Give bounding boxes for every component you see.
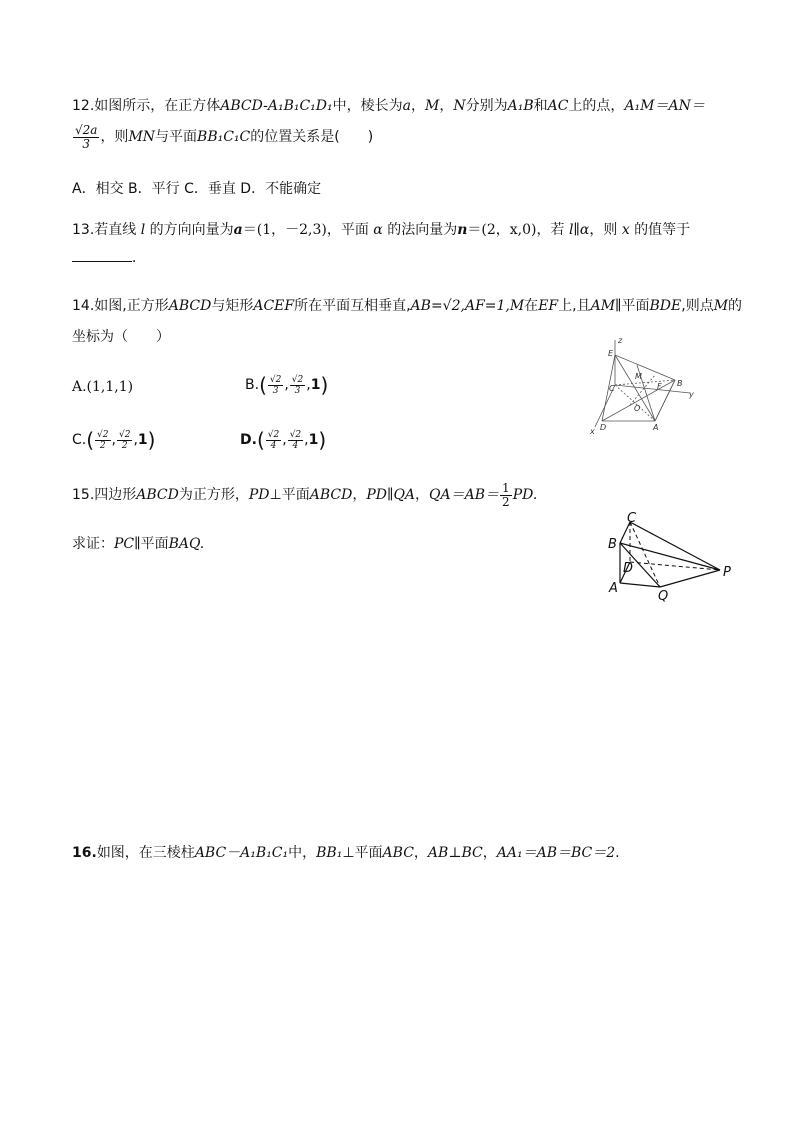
svg-text:A: A	[653, 423, 659, 432]
q16-line1: 16.如图，在三棱柱ABC－A₁B₁C₁中，BB₁⊥平面ABC，AB⊥BC，AA₁＝AB＝BC＝2.	[72, 845, 620, 861]
q14-option-c[interactable]: C.( $\frac{√2}{2}$ , $\frac{√2}{2}$ ,1)	[72, 428, 156, 452]
q15-figure	[605, 510, 740, 605]
q15-line1: 15.四边形ABCD为正方形，PD⊥平面ABCD，PD∥QA，QA＝AB＝ $\frac{1}{2}$ PD.	[72, 480, 538, 509]
q14-option-b[interactable]: B.( $\frac{√2}{3}$ , $\frac{√2}{3}$ ,1)	[245, 373, 329, 397]
q14-option-a[interactable]: A.(1,1,1)	[72, 379, 134, 395]
svg-text:F: F	[657, 382, 662, 391]
svg-text:O: O	[634, 404, 641, 413]
q12-options: A．相交 B．平行 C．垂直 D．不能确定	[72, 181, 322, 197]
q12-line2: $\frac{√2a}{3}$ ，则MN与平面BB₁C₁C的位置关系是( )	[75, 122, 374, 151]
svg-text:D: D	[600, 423, 607, 432]
q14-option-d[interactable]: D.( $\frac{√2}{4}$ , $\frac{√2}{4}$ ,1)	[240, 428, 327, 452]
svg-text:B: B	[608, 537, 617, 552]
svg-text:C: C	[609, 384, 615, 393]
svg-text:x: x	[590, 427, 595, 436]
q12-fraction: $\frac{√2a}{3}$	[75, 122, 98, 151]
svg-text:A: A	[609, 581, 618, 596]
q12-line1: 12.如图所示，在正方体ABCD-A₁B₁C₁D₁中，棱长为a，M，N分别为A₁B和AC上的点，A₁M＝AN＝	[72, 98, 705, 114]
svg-text:M: M	[635, 372, 642, 381]
svg-text:Q: Q	[658, 589, 669, 604]
q14-figure	[585, 335, 700, 437]
answer-blank[interactable]	[72, 261, 132, 262]
svg-text:y: y	[689, 390, 694, 399]
q15-proof-prompt: 求证：PC∥平面BAQ.	[72, 536, 205, 552]
svg-text:C: C	[627, 511, 637, 526]
svg-text:E: E	[608, 349, 614, 358]
q14-line1: 14.如图,正方形ABCD与矩形ACEF所在平面互相垂直,AB=√2,AF=1,M在EF上,且AM∥平面BDE,则点M的	[72, 298, 743, 314]
q13-answer-line: ．	[72, 247, 146, 269]
svg-text:P: P	[723, 565, 731, 580]
svg-text:B: B	[677, 379, 683, 388]
svg-text:D: D	[623, 561, 634, 576]
q14-line2: 坐标为（ ）	[72, 329, 170, 345]
svg-text:z: z	[618, 336, 623, 345]
q13-line1: 13.若直线 l 的方向向量为a＝(1，－2,3)，平面 α 的法向量为n＝(2，x,0)，若 l∥α，则 x 的值等于	[72, 222, 691, 238]
